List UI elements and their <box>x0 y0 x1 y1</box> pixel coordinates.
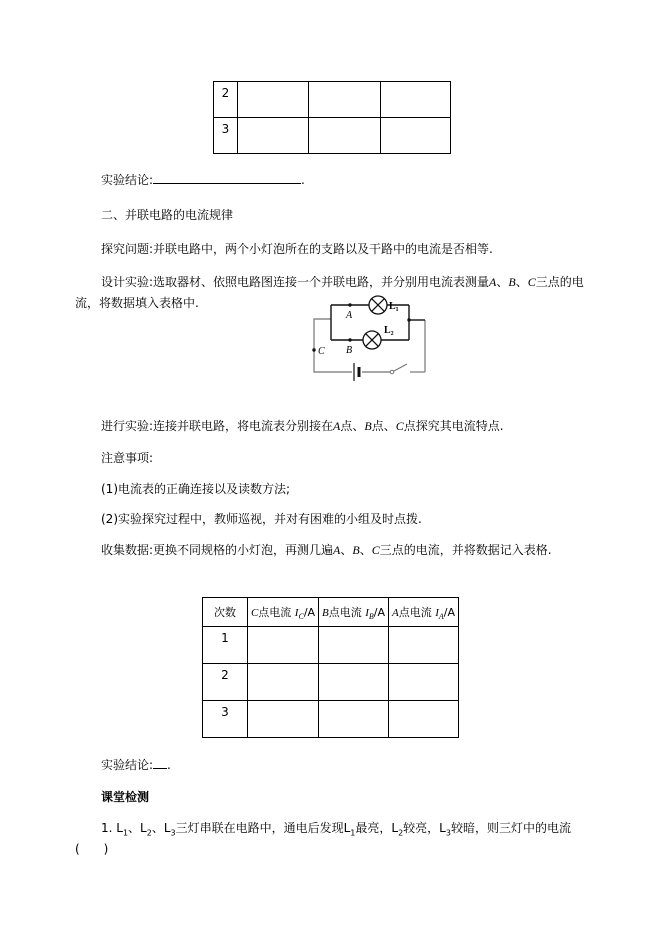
label-point-a: A <box>346 310 353 321</box>
parallel-current-table <box>202 597 459 738</box>
period: . <box>301 173 305 187</box>
header-cell-current: C点电流 $I_C/A$ <box>248 598 319 627</box>
empty-data-cell <box>319 627 389 664</box>
empty-data-cell <box>309 82 381 118</box>
table-row <box>214 118 451 154</box>
label-point-c: C <box>318 346 325 357</box>
header-cell-current: B点电流 $I_B/A$ <box>319 598 389 627</box>
empty-data-cell <box>248 664 319 701</box>
empty-data-cell <box>389 627 459 664</box>
empty-data-cell <box>389 701 459 738</box>
paragraph-note-1: (1)电流表的正确连接以及读数方法; <box>101 482 291 496</box>
italic-symbol: C <box>395 419 404 433</box>
conclusion-label: 实验结论: <box>101 758 154 772</box>
lamp-l2-icon <box>363 331 381 349</box>
section-heading-quiz: 课堂检测 <box>101 790 150 804</box>
empty-data-cell <box>309 118 381 154</box>
period: . <box>167 758 171 772</box>
italic-symbol: B <box>352 543 360 557</box>
italic-symbol: A <box>333 543 341 557</box>
subscript: 2 <box>146 828 152 838</box>
row-number-cell: 3 <box>214 118 238 154</box>
row-number-cell: 2 <box>214 82 238 118</box>
parallel-circuit-diagram <box>306 294 431 388</box>
header-cell-current: A点电流 $I_A/A$ <box>389 598 459 627</box>
empty-data-cell <box>238 82 309 118</box>
table-header-row <box>203 598 459 627</box>
empty-data-cell <box>389 664 459 701</box>
label-lamp-l1: L₁ <box>389 301 399 312</box>
empty-data-cell <box>238 118 309 154</box>
table-row <box>203 701 459 738</box>
table-row <box>203 664 459 701</box>
row-number-cell: 1 <box>203 627 248 664</box>
switch-icon <box>390 364 407 374</box>
answer-blank-short <box>153 756 167 769</box>
paragraph-conduct-experiment: 进行实验:连接并联电路，将电流表分别接在A点、B点、C点探究其电流特点. <box>101 419 504 433</box>
empty-data-cell <box>381 118 451 154</box>
italic-symbol: C <box>371 543 380 557</box>
paragraph-note-2: (2)实验探究过程中，教师巡视，并对有困难的小组及时点拨. <box>101 512 422 526</box>
section-heading-parallel: 二、并联电路的电流规律 <box>101 208 234 222</box>
subscript: 1 <box>122 828 129 838</box>
paragraph-notes-title: 注意事项: <box>101 451 154 465</box>
conclusion-line-series <box>75 170 587 191</box>
empty-data-cell <box>248 627 319 664</box>
subscript: 1 <box>350 828 356 838</box>
paragraph-design-experiment: 设计实验:选取器材、依照电路图连接一个并联电路，并分别用电流表测量A、B、C三点的电流，将数据填入表格中. <box>75 275 584 310</box>
empty-data-cell <box>381 82 451 118</box>
empty-data-cell <box>319 664 389 701</box>
battery-icon <box>354 363 359 381</box>
quiz-question-1: 1. $L_1$、$L_2$、$L_3$三灯串联在电路中，通电后发现$L_1$最亮，$L_2$较亮，$L_3$较暗，则三灯中的电流( ) <box>75 821 571 856</box>
subscript: 3 <box>445 828 451 838</box>
empty-data-cell <box>319 701 389 738</box>
subscript: 3 <box>170 828 176 838</box>
answer-blank-long <box>153 171 301 184</box>
conclusion-line-parallel <box>75 755 587 776</box>
table-row <box>203 627 459 664</box>
series-current-table <box>213 81 451 154</box>
paragraph-explore-question: 探究问题:并联电路中，两个小灯泡所在的支路以及干路中的电流是否相等. <box>101 242 493 256</box>
row-number-cell: 2 <box>203 664 248 701</box>
italic-symbol: A <box>489 275 497 289</box>
table-row <box>214 82 451 118</box>
header-cell-times: 次数 <box>203 598 248 627</box>
italic-symbol: B <box>508 275 516 289</box>
lamp-l1-icon <box>369 296 387 314</box>
label-lamp-l2: L₂ <box>384 325 394 336</box>
empty-data-cell <box>248 701 319 738</box>
italic-symbol: A <box>333 419 341 433</box>
conclusion-label: 实验结论: <box>101 173 154 187</box>
paragraph-collect-data: 收集数据:更换不同规格的小灯泡，再测几遍A、B、C三点的电流，并将数据记入表格. <box>101 543 552 557</box>
italic-symbol: B <box>364 419 372 433</box>
row-number-cell: 3 <box>203 701 248 738</box>
italic-symbol: C <box>527 275 536 289</box>
subscript: 2 <box>398 828 404 838</box>
label-point-b: B <box>346 345 353 356</box>
